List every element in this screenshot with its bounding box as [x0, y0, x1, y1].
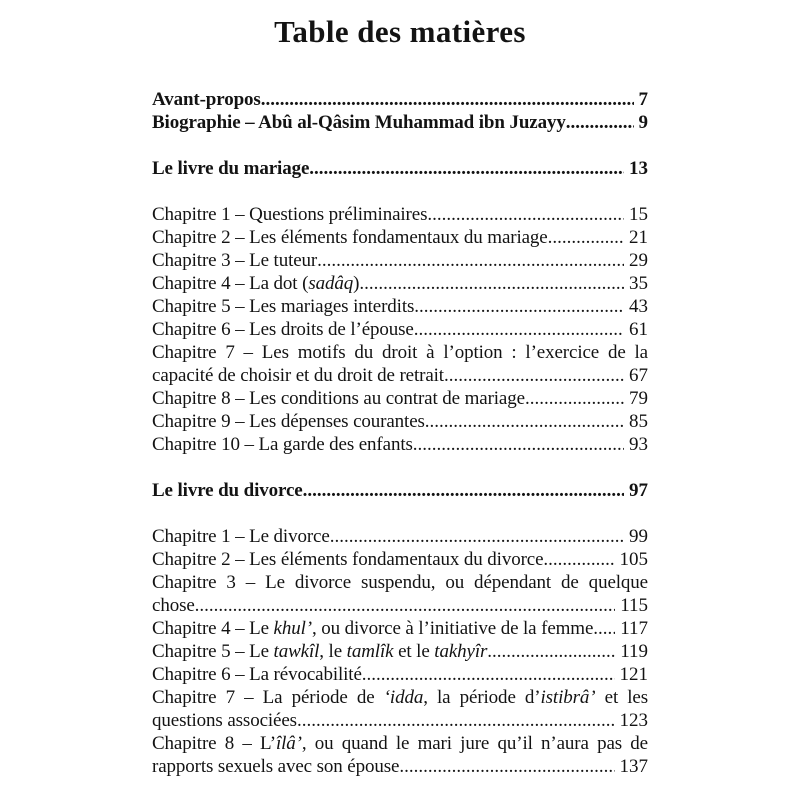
dot-leader: [487, 640, 615, 663]
toc-entry: [152, 203, 648, 226]
toc-entry-label: Chapitre 2 – Les éléments fondamentaux du divorce: [152, 549, 544, 570]
page-number: 29: [629, 250, 648, 271]
toc-entry-label: Chapitre 3 – Le tuteur: [152, 250, 318, 271]
toc-entry-label: Chapitre 9 – Les dépenses courantes: [152, 411, 425, 432]
toc-entry-wrapped-line: Chapitre 3 – Le divorce suspendu, ou dépendant de quelque: [152, 572, 648, 593]
page-number: 35: [629, 273, 648, 294]
page-number: 21: [629, 227, 648, 248]
toc-entry-row: [152, 226, 648, 249]
toc-entry-row: [152, 295, 648, 318]
toc-entry-label: Chapitre 1 – Questions préliminaires: [152, 204, 428, 225]
toc-entry-label: Chapitre 4 – Le khul’, ou divorce à l’initiative de la femme: [152, 618, 594, 639]
toc-entry-row: [152, 709, 648, 732]
dot-leader: [195, 594, 616, 617]
dot-leader: [414, 295, 624, 318]
dot-leader: [261, 88, 634, 111]
toc-entry-row: [152, 755, 648, 778]
dot-leader: [414, 318, 624, 341]
toc-entry: [152, 686, 648, 732]
toc-entry-label: Chapitre 6 – La révocabilité: [152, 664, 362, 685]
toc-entry: [152, 433, 648, 456]
page-number: 119: [620, 641, 648, 662]
page-number: 117: [620, 618, 648, 639]
toc-entry: [152, 272, 648, 295]
dot-leader: [297, 709, 615, 732]
toc-section-heading: [152, 157, 648, 180]
toc-entry-label: Le livre du mariage: [152, 158, 310, 179]
toc-entry-row: [152, 479, 648, 502]
toc-entry-row: [152, 548, 648, 571]
page-number: 13: [629, 158, 648, 179]
dot-leader: [593, 617, 615, 640]
toc-entry-wrapped-line: Chapitre 7 – La période de ‘idda, la période d’istibrâ’ et les: [152, 687, 648, 708]
dot-leader: [303, 479, 624, 502]
toc-entry: [152, 88, 648, 111]
toc-entry-label: Chapitre 5 – Le tawkîl, le tamlîk et le takhyîr: [152, 641, 488, 662]
toc-entry-label: Chapitre 1 – Le divorce: [152, 526, 330, 547]
dot-leader: [566, 111, 634, 134]
toc-entry: [152, 295, 648, 318]
page-number: 105: [619, 549, 648, 570]
toc-entry-row: [152, 111, 648, 134]
toc-entry-row: [152, 525, 648, 548]
toc-entry: [152, 410, 648, 433]
toc-entry: [152, 341, 648, 387]
dot-leader: [359, 272, 624, 295]
page-number: 9: [638, 112, 648, 133]
page-number: 15: [629, 204, 648, 225]
toc-entry-row: [152, 249, 648, 272]
toc-entry-label: Chapitre 5 – Les mariages interdits: [152, 296, 415, 317]
page-number: 61: [629, 319, 648, 340]
toc-entry-row: [152, 617, 648, 640]
toc-entry: [152, 571, 648, 617]
toc-entry-row: [152, 157, 648, 180]
toc-entry-label: Biographie – Abû al-Qâsim Muhammad ibn Juzayy: [152, 112, 566, 133]
toc-entry: [152, 663, 648, 686]
toc-entry-row: [152, 410, 648, 433]
toc-entry-row: [152, 203, 648, 226]
toc-entry-label: Avant-propos: [152, 89, 261, 110]
toc-entry-row: [152, 663, 648, 686]
toc-section-heading: [152, 479, 648, 502]
page-number: 137: [619, 756, 648, 777]
dot-leader: [330, 525, 624, 548]
toc-entry-label: capacité de choisir et du droit de retrait: [152, 365, 444, 386]
page-number: 121: [619, 664, 648, 685]
page-number: 97: [629, 480, 648, 501]
page-number: 123: [619, 710, 648, 731]
toc-entry-label: Le livre du divorce: [152, 480, 303, 501]
toc-entry-wrapped-line: Chapitre 7 – Les motifs du droit à l’option : l’exercice de la: [152, 342, 648, 363]
toc-entry-row: [152, 640, 648, 663]
toc-entry-label: rapports sexuels avec son épouse: [152, 756, 400, 777]
page-number: 43: [629, 296, 648, 317]
toc-entry-label: Chapitre 6 – Les droits de l’épouse: [152, 319, 414, 340]
dot-leader: [525, 387, 624, 410]
toc-entry: [152, 387, 648, 410]
page-title: Table des matières: [274, 14, 526, 49]
toc-entry: [152, 617, 648, 640]
toc-entry-row: [152, 433, 648, 456]
page-number: 115: [620, 595, 648, 616]
toc-entry-label: chose: [152, 595, 195, 616]
toc-entry-wrapped-line: Chapitre 8 – L’îlâ’, ou quand le mari jure qu’il n’aura pas de: [152, 733, 648, 754]
table-of-contents: [152, 88, 648, 778]
dot-leader: [444, 364, 624, 387]
dot-leader: [309, 157, 624, 180]
toc-entry: [152, 732, 648, 778]
page-number: 7: [638, 89, 648, 110]
toc-entry: [152, 111, 648, 134]
toc-entry: [152, 548, 648, 571]
dot-leader: [317, 249, 624, 272]
dot-leader: [362, 663, 615, 686]
toc-entry-label: Chapitre 10 – La garde des enfants: [152, 434, 413, 455]
toc-entry-row: [152, 364, 648, 387]
page-number: 99: [629, 526, 648, 547]
toc-entry-label: questions associées: [152, 710, 297, 731]
toc-entry-row: [152, 88, 648, 111]
toc-entry-label: Chapitre 8 – Les conditions au contrat de mariage: [152, 388, 525, 409]
dot-leader: [413, 433, 624, 456]
toc-entry: [152, 226, 648, 249]
page-number: 79: [629, 388, 648, 409]
toc-entry: [152, 525, 648, 548]
toc-entry: [152, 640, 648, 663]
toc-entry-row: [152, 387, 648, 410]
toc-entry-row: [152, 318, 648, 341]
toc-entry-label: Chapitre 2 – Les éléments fondamentaux du mariage: [152, 227, 548, 248]
dot-leader: [399, 755, 614, 778]
dot-leader: [548, 226, 624, 249]
page-number: 85: [629, 411, 648, 432]
toc-entry-label: Chapitre 4 – La dot (sadâq): [152, 273, 360, 294]
toc-entry: [152, 318, 648, 341]
dot-leader: [427, 203, 624, 226]
toc-entry: [152, 249, 648, 272]
dot-leader: [425, 410, 624, 433]
toc-entry-row: [152, 594, 648, 617]
toc-entry-row: [152, 272, 648, 295]
dot-leader: [543, 548, 614, 571]
page-number: 93: [629, 434, 648, 455]
book-page: [152, 0, 648, 778]
page-number: 67: [629, 365, 648, 386]
